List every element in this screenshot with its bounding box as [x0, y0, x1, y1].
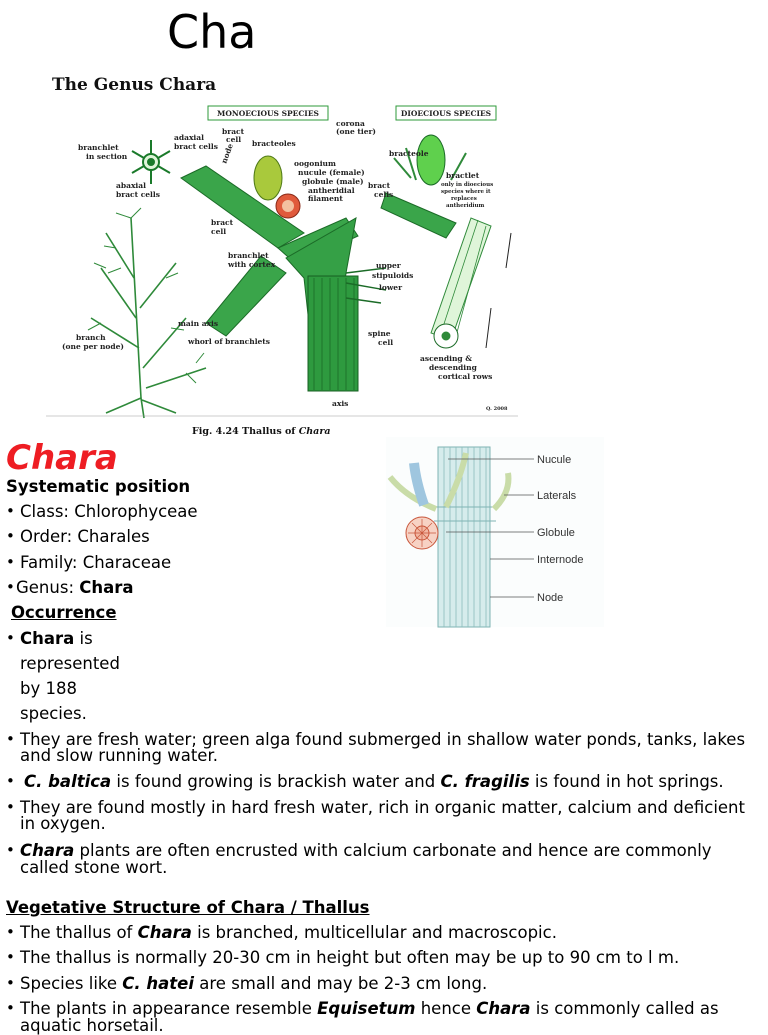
label-nucule: Nucule — [537, 454, 572, 466]
section-heading: Chara — [6, 438, 118, 478]
list-item: • Order: Charales — [7, 527, 150, 547]
list-item-continuation: aquatic horsetail. — [20, 1016, 164, 1035]
dioecious-box: DIOECIOUS SPECIES — [400, 109, 492, 118]
thallus-drawing — [181, 156, 386, 391]
list-item: • The thallus is normally 20-30 cm in height but often may be up to 90 cm to l m. — [7, 948, 679, 968]
systematic-title: Systematic position — [6, 477, 191, 496]
label-adaxial: adaxial bract cells — [174, 133, 218, 151]
label-whorl: whorl of branchlets — [188, 337, 270, 346]
list-item-continuation: by 188 — [20, 679, 77, 698]
cortical-drawing — [431, 218, 511, 348]
list-item: • The plants in appearance resemble Equisetum hence Chara is commonly called as — [7, 999, 719, 1019]
label-spine-cell: spine cell — [368, 329, 394, 347]
label-bract-cell-mid: bract cell — [211, 218, 234, 236]
label-bract-cells-right: bract cells — [368, 181, 394, 199]
list-item-continuation: and slow running water. — [20, 746, 218, 765]
branchlet-section-drawing — [132, 140, 170, 184]
chara-thallus-figure — [46, 68, 518, 436]
list-item: • The thallus of Chara is branched, multicellular and macroscopic. — [7, 923, 557, 943]
vegetative-title: Vegetative Structure of Chara / Thallus — [6, 898, 370, 917]
label-oogonium: oogonium nucule (female) globule (male) antheridial filament — [294, 159, 365, 203]
label-node: Node — [537, 592, 564, 604]
clipped-text-box — [6, 840, 766, 877]
label-axis: axis — [332, 399, 349, 408]
label-abaxial: abaxial bract cells — [116, 181, 160, 199]
list-item: • They are found mostly in hard fresh water, rich in organic matter, calcium and deficient — [7, 798, 745, 818]
label-corona: corona (one tier) — [336, 119, 376, 136]
label-branch: branch (one per node) — [62, 333, 124, 351]
list-item: • Species like C. hatei are small and may be 2-3 cm long. — [7, 974, 487, 994]
list-item: • Chara is — [7, 629, 93, 649]
label-branchlet-cortex: branchlet with cortex — [228, 251, 276, 269]
label-node: node — [219, 142, 235, 165]
list-item: • Genus: Chara — [7, 578, 134, 598]
figure-heading: The Genus Chara — [52, 75, 217, 95]
label-cortical-rows: ascending & descending cortical rows — [420, 354, 493, 381]
label-globule: Globule — [537, 527, 575, 539]
label-branchlet-section: branchlet in section — [78, 143, 128, 161]
label-bracteole-right: bracteole — [389, 149, 429, 158]
label-internode: Internode — [537, 554, 584, 566]
label-bractlet: bractlet only in dioecious species where it replaces antheridium — [441, 171, 494, 209]
figure-caption: Fig. 4.24 Thallus of Chara — [192, 426, 331, 437]
label-bracteoles: bracteoles — [252, 139, 296, 148]
label-main-axis: main axis — [178, 319, 219, 328]
plant-drawing — [88, 208, 206, 418]
label-upper: upper — [376, 261, 401, 270]
monoecious-box: MONOECIOUS SPECIES — [217, 109, 319, 118]
list-item: • Class: Chlorophyceae — [7, 502, 198, 522]
list-item-continuation: represented — [20, 654, 120, 673]
list-item-continuation: called stone wort. — [20, 858, 168, 877]
label-laterals: Laterals — [537, 490, 577, 502]
list-item-continuation: in oxygen. — [20, 814, 106, 833]
label-bract-cell-top: bract cell — [222, 127, 245, 144]
slide-title: Cha — [167, 5, 257, 59]
clipped-text-box — [6, 998, 766, 1035]
label-credit: Q. 2008 — [486, 406, 508, 412]
list-item: • C. baltica is found growing is brackish water and C. fragilis is found in hot springs. — [7, 772, 724, 792]
chara-node-figure — [386, 437, 604, 627]
list-item: • They are fresh water; green alga found submerged in shallow water ponds, tanks, lakes — [7, 730, 745, 750]
label-stipuloids: stipuloids — [372, 271, 414, 280]
list-item: • Chara plants are often encrusted with calcium carbonate and hence are commonly — [7, 841, 712, 861]
list-item-continuation: species. — [20, 704, 87, 723]
label-lower: lower — [379, 283, 403, 292]
occurrence-title: Occurrence — [11, 603, 117, 622]
list-item: • Family: Characeae — [7, 553, 171, 573]
